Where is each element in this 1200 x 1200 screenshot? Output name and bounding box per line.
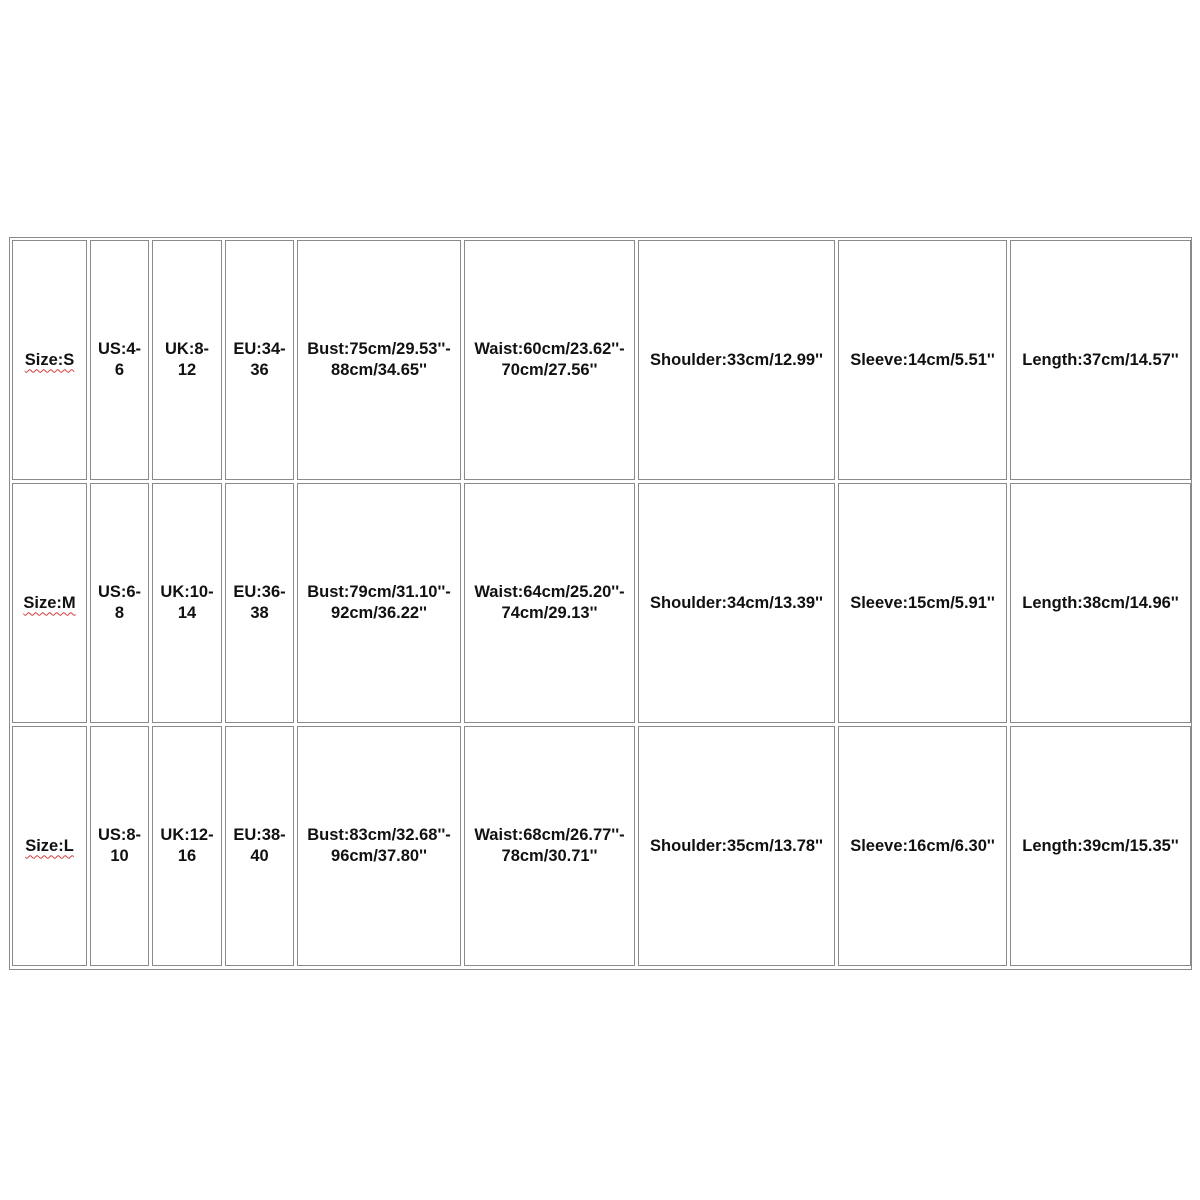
sleeve-cell: Sleeve:14cm/5.51'': [838, 240, 1007, 480]
shoulder-cell: Shoulder:34cm/13.39'': [638, 483, 835, 723]
us-size-cell: US:4- 6: [90, 240, 149, 480]
bust-cell: Bust:83cm/32.68''- 96cm/37.80'': [297, 726, 461, 966]
waist-cell: Waist:68cm/26.77''- 78cm/30.71'': [464, 726, 635, 966]
uk-size-cell: UK:12- 16: [152, 726, 222, 966]
size-cell: [12, 726, 87, 966]
uk-size-cell: UK:10- 14: [152, 483, 222, 723]
eu-size-cell: EU:36- 38: [225, 483, 294, 723]
uk-size-cell: UK:8- 12: [152, 240, 222, 480]
us-size-cell: US:6- 8: [90, 483, 149, 723]
eu-size-cell: EU:34- 36: [225, 240, 294, 480]
shoulder-cell: Shoulder:35cm/13.78'': [638, 726, 835, 966]
size-label: Size:L: [25, 836, 74, 855]
waist-cell: Waist:64cm/25.20''- 74cm/29.13'': [464, 483, 635, 723]
us-size-cell: US:8- 10: [90, 726, 149, 966]
size-label: Size:S: [24, 350, 75, 369]
size-label: Size:M: [23, 593, 76, 612]
length-cell: Length:37cm/14.57'': [1010, 240, 1191, 480]
shoulder-cell: Shoulder:33cm/12.99'': [638, 240, 835, 480]
sleeve-cell: Sleeve:15cm/5.91'': [838, 483, 1007, 723]
waist-cell: Waist:60cm/23.62''- 70cm/27.56'': [464, 240, 635, 480]
eu-size-cell: EU:38- 40: [225, 726, 294, 966]
length-cell: Length:38cm/14.96'': [1010, 483, 1191, 723]
bust-cell: Bust:79cm/31.10''- 92cm/36.22'': [297, 483, 461, 723]
size-cell: [12, 483, 87, 723]
bust-cell: Bust:75cm/29.53''- 88cm/34.65'': [297, 240, 461, 480]
length-cell: Length:39cm/15.35'': [1010, 726, 1191, 966]
size-cell: [12, 240, 87, 480]
sleeve-cell: Sleeve:16cm/6.30'': [838, 726, 1007, 966]
size-chart-table: [9, 237, 1192, 970]
